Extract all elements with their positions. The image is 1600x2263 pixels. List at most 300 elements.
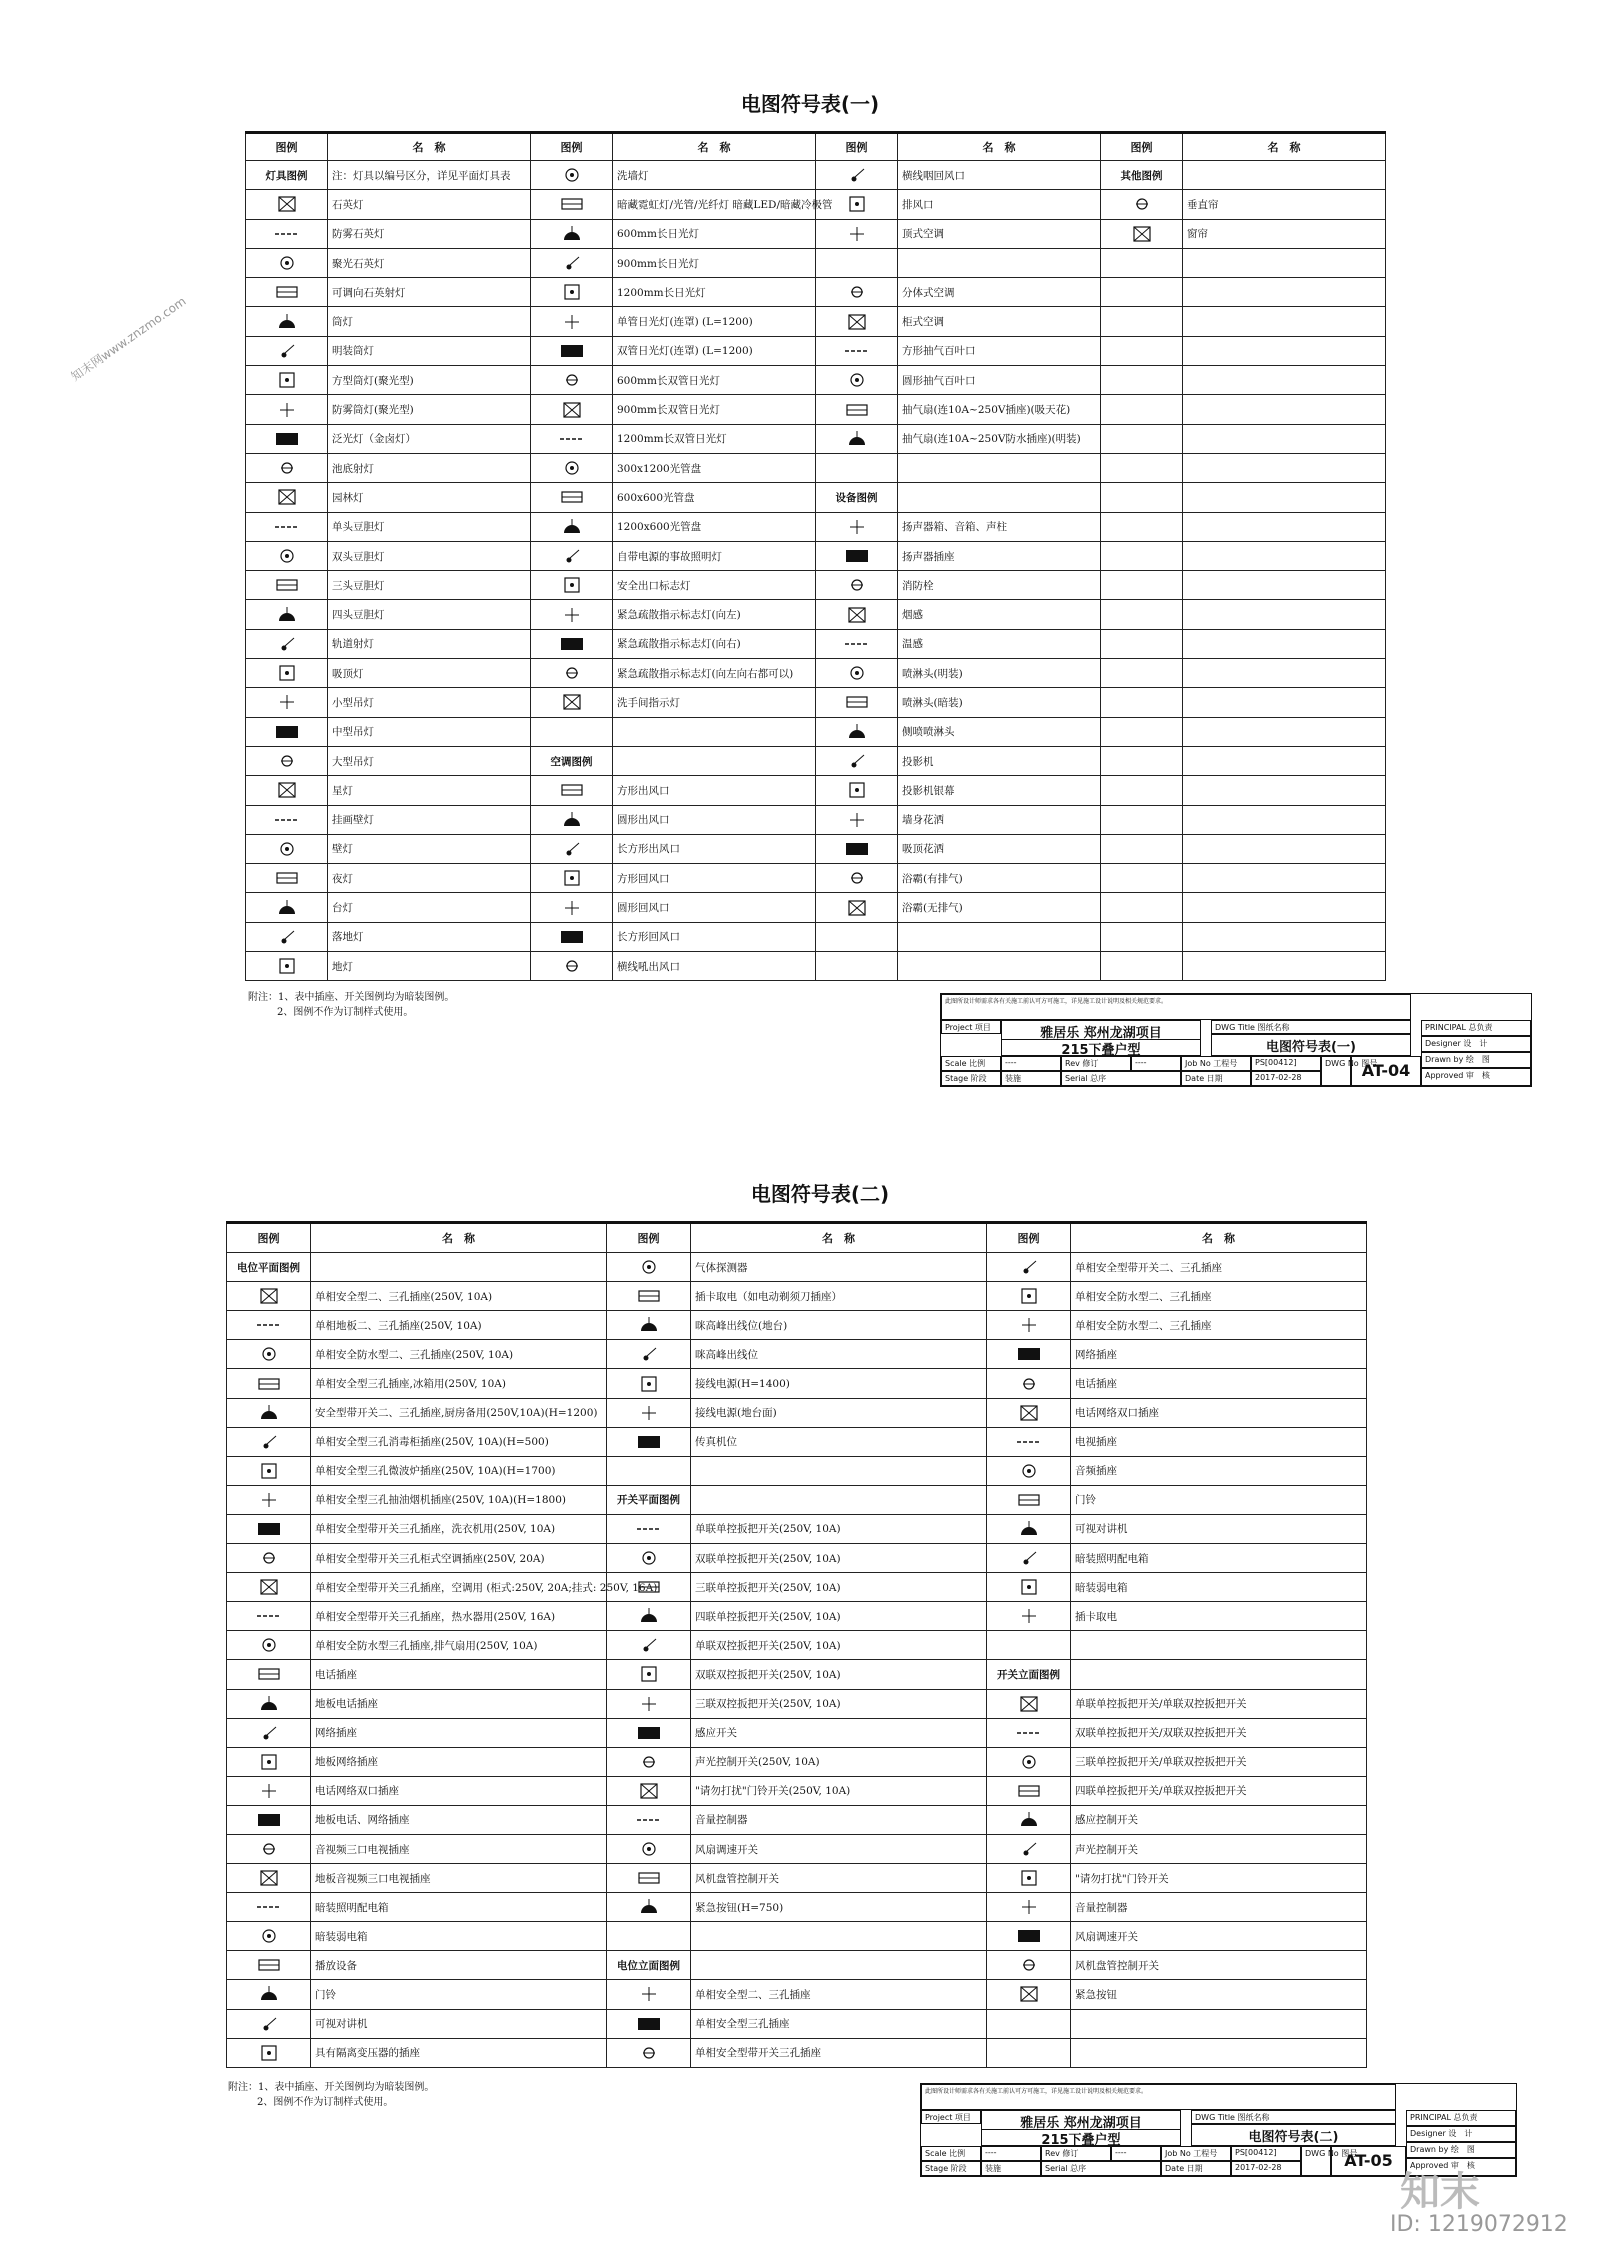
legend-name: 中型吊灯: [328, 717, 531, 746]
legend-name: 单相安全型带开关三孔柜式空调插座(250V, 20A): [311, 1544, 607, 1573]
legend-name: 紧急疏散指示标志灯(向左): [613, 600, 816, 629]
tb-rev: Rev 修订: [1061, 1056, 1131, 1071]
legend-name: 吸顶灯: [328, 659, 531, 688]
tb-approved: Approved 审 核: [1421, 1068, 1531, 1086]
legend-symbol: [246, 952, 328, 981]
legend-symbol: [246, 922, 328, 951]
legend-symbol: [246, 512, 328, 541]
tb-approved: Approved 审 核: [1406, 2158, 1516, 2176]
legend-name: 风机盘管控制开关: [691, 1864, 987, 1893]
header-legend: 图例: [816, 133, 898, 161]
legend-symbol: [816, 307, 898, 336]
legend-symbol: [246, 805, 328, 834]
legend-name: 声光控制开关(250V, 10A): [691, 1747, 987, 1776]
legend-symbol: [227, 1456, 311, 1485]
tb-dwg-title-label: DWG Title 图纸名称: [1211, 1020, 1411, 1034]
legend-symbol: [816, 219, 898, 248]
table-row: [227, 1456, 1367, 1485]
legend-symbol-icon: [557, 312, 587, 332]
tb-remark: 此图所设计师需求各有关施工前认可方可施工，详见施工设计说明及相关规范要求。: [941, 994, 1411, 1020]
legend-symbol: [987, 1514, 1071, 1543]
legend-name: 300x1200光管盘: [613, 453, 816, 482]
legend-symbol-icon: [254, 1897, 284, 1917]
legend-symbol: [607, 1864, 691, 1893]
legend-symbol-icon: [254, 1868, 284, 1888]
legend-symbol-icon: [272, 810, 302, 830]
legend-symbol-icon: [842, 663, 872, 683]
legend-symbol-icon: [634, 1694, 664, 1714]
table-row: [246, 512, 1386, 541]
legend-symbol-icon: [1014, 1432, 1044, 1452]
legend-symbol-icon: [1014, 1315, 1044, 1335]
legend-name: 电话插座: [1071, 1369, 1367, 1398]
legend-name: 单联单控扳把开关/单联双控扳把开关: [1071, 1689, 1367, 1718]
legend-symbol-icon: [557, 224, 587, 244]
legend-symbol: [531, 366, 613, 395]
legend-name: 投影机银幕: [898, 776, 1101, 805]
table-row: [227, 1369, 1367, 1398]
legend-symbol-icon: [1014, 1286, 1044, 1306]
legend-name: 1200x600光管盘: [613, 512, 816, 541]
empty-cell: [1183, 717, 1386, 746]
legend-symbol-icon: [272, 605, 302, 625]
legend-symbol: [987, 1747, 1071, 1776]
legend-symbol-icon: [272, 546, 302, 566]
legend-symbol-icon: [272, 956, 302, 976]
empty-cell: [1183, 864, 1386, 893]
empty-cell: [1183, 952, 1386, 981]
legend-symbol-icon: [842, 751, 872, 771]
table-row: [227, 1427, 1367, 1456]
tb-project2: 215下叠户型: [981, 2128, 1181, 2146]
legend-name: 600mm长双管日光灯: [613, 366, 816, 395]
legend-name: 投影机: [898, 746, 1101, 775]
tb-dwgno-label: DWG No 图号: [1321, 1056, 1351, 1086]
legend-symbol-icon: [634, 1868, 664, 1888]
empty-cell: [1183, 424, 1386, 453]
legend-symbol-icon: [842, 898, 872, 918]
legend-name: 浴霸(有排气): [898, 864, 1101, 893]
legend-symbol-icon: [272, 194, 302, 214]
empty-cell: [1183, 659, 1386, 688]
legend-symbol: [246, 307, 328, 336]
legend-name: "请勿打扰"门铃开关(250V, 10A): [691, 1776, 987, 1805]
empty-cell: [1183, 453, 1386, 482]
legend-symbol: [227, 1631, 311, 1660]
legend-symbol-icon: [272, 282, 302, 302]
legend-symbol-icon: [557, 692, 587, 712]
legend-symbol: [816, 864, 898, 893]
header-name: 名 称: [898, 133, 1101, 161]
legend-symbol-icon: [557, 458, 587, 478]
legend-symbol: [607, 1631, 691, 1660]
legend-name: 方形抽气百叶口: [898, 336, 1101, 365]
legend-symbol: [227, 1922, 311, 1951]
legend-name: 明装筒灯: [328, 336, 531, 365]
legend-symbol: [531, 922, 613, 951]
empty-cell: [816, 952, 898, 981]
legend-name: 1200mm长双管日光灯: [613, 424, 816, 453]
legend-symbol: [227, 1311, 311, 1340]
legend-name: 单头豆胆灯: [328, 512, 531, 541]
empty-cell: [1101, 746, 1183, 775]
legend-symbol-icon: [1014, 1490, 1044, 1510]
legend-symbol: [227, 1864, 311, 1893]
legend-symbol: [987, 1311, 1071, 1340]
table-row: [227, 1631, 1367, 1660]
empty-cell: [987, 1631, 1071, 1660]
legend-name: 紧急按钮(H=750): [691, 1893, 987, 1922]
header-legend: 图例: [987, 1223, 1071, 1253]
legend-symbol-icon: [1014, 1694, 1044, 1714]
legend-symbol-icon: [1014, 1868, 1044, 1888]
legend-symbol-icon: [557, 634, 587, 654]
legend-symbol-icon: [1014, 1548, 1044, 1568]
legend-name: 可视对讲机: [1071, 1514, 1367, 1543]
empty-cell: [1183, 834, 1386, 863]
table-row: [246, 453, 1386, 482]
table-row: [246, 952, 1386, 981]
legend-symbol-icon: [254, 1810, 284, 1830]
legend-symbol-icon: [1014, 1723, 1044, 1743]
table-row: [246, 219, 1386, 248]
table-row: [227, 1980, 1367, 2009]
legend-symbol: [531, 219, 613, 248]
empty-cell: [1101, 629, 1183, 658]
legend-symbol-icon: [634, 1257, 664, 1277]
legend-symbol: [531, 278, 613, 307]
legend-symbol: [227, 1834, 311, 1863]
table-row: [227, 1398, 1367, 1427]
legend-symbol-icon: [634, 1577, 664, 1597]
empty-cell: [987, 2009, 1071, 2038]
tb-scale: Scale 比例: [941, 1056, 1001, 1071]
legend-name: 电话插座: [311, 1660, 607, 1689]
legend-symbol-icon: [634, 1315, 664, 1335]
table-row: [246, 659, 1386, 688]
table-row: [227, 2038, 1367, 2067]
legend-symbol-icon: [254, 1403, 284, 1423]
legend-symbol-icon: [272, 751, 302, 771]
legend-symbol-icon: [842, 722, 872, 742]
legend-symbol-icon: [557, 575, 587, 595]
legend-symbol: [816, 688, 898, 717]
legend-symbol-icon: [1014, 1781, 1044, 1801]
tb-dwgno-label: DWG No 图号: [1301, 2146, 1331, 2176]
tb-project-label: Project 项目: [941, 1020, 1001, 1034]
empty-cell: [613, 746, 816, 775]
legend-symbol: [246, 219, 328, 248]
tb-date-value: 2017-02-28: [1231, 2161, 1301, 2176]
legend-name: 单相安全型带开关二、三孔插座: [1071, 1253, 1367, 1282]
legend-symbol-icon: [557, 605, 587, 625]
legend-symbol-icon: [634, 1984, 664, 2004]
legend-name: 双联单控扳把开关(250V, 10A): [691, 1544, 987, 1573]
legend-symbol-icon: [272, 722, 302, 742]
legend-name: 气体探测器: [691, 1253, 987, 1282]
table-row: [246, 805, 1386, 834]
legend-symbol: [246, 571, 328, 600]
legend-name: 三头豆胆灯: [328, 571, 531, 600]
legend-symbol: [531, 805, 613, 834]
legend-name: 落地灯: [328, 922, 531, 951]
empty-cell: [1071, 1631, 1367, 1660]
legend-symbol: [1101, 190, 1183, 219]
note-line: 附注：1、表中插座、开关图例均为暗装图例。: [228, 2082, 435, 2093]
legend-symbol: [246, 717, 328, 746]
legend-symbol-icon: [272, 634, 302, 654]
legend-symbol-icon: [634, 1781, 664, 1801]
legend-name: 暗装照明配电箱: [311, 1893, 607, 1922]
tb-rev-value: ----: [1131, 1056, 1181, 1071]
legend-symbol: [227, 1893, 311, 1922]
legend-symbol-icon: [254, 1577, 284, 1597]
table-row: [246, 248, 1386, 277]
empty-cell: [898, 453, 1101, 482]
legend-name: 暗装照明配电箱: [1071, 1544, 1367, 1573]
tb-dwgno: AT-04: [1351, 1056, 1421, 1086]
empty-cell: [1071, 2009, 1367, 2038]
legend-symbol: [607, 1311, 691, 1340]
table-row: [227, 1602, 1367, 1631]
table-row: [246, 190, 1386, 219]
legend-name: 窗帘: [1183, 219, 1386, 248]
legend-symbol: [531, 453, 613, 482]
legend-name: 抽气扇(连10A~250V防水插座)(明装): [898, 424, 1101, 453]
legend-symbol: [246, 336, 328, 365]
tb-date: Date 日期: [1161, 2161, 1231, 2176]
tb-drawn: Drawn by 绘 图: [1406, 2142, 1516, 2158]
header-name: 名 称: [691, 1223, 987, 1253]
legend-symbol: [816, 278, 898, 307]
legend-symbol-icon: [1127, 224, 1157, 244]
legend-symbol: [607, 1282, 691, 1311]
legend-name: 单相安全型二、三孔插座(250V, 10A): [311, 1282, 607, 1311]
legend-name: 音量控制器: [691, 1805, 987, 1834]
legend-symbol: [816, 893, 898, 922]
legend-symbol: [816, 746, 898, 775]
legend-symbol-icon: [842, 224, 872, 244]
legend-name: 单相安全型三孔微波炉插座(250V, 10A)(H=1700): [311, 1456, 607, 1485]
legend-symbol: [227, 1718, 311, 1747]
legend-symbol: [246, 746, 328, 775]
tb-scale-value: ----: [981, 2146, 1041, 2161]
empty-cell: [816, 453, 898, 482]
table-row: [227, 2009, 1367, 2038]
empty-cell: [1183, 746, 1386, 775]
legend-symbol-icon: [557, 370, 587, 390]
legend-name: 垂直帘: [1183, 190, 1386, 219]
sheet1-title-block: [940, 993, 1532, 1087]
header-name: 名 称: [613, 133, 816, 161]
legend-name: 风扇调速开关: [1071, 1922, 1367, 1951]
legend-symbol: [987, 1427, 1071, 1456]
legend-symbol-icon: [842, 810, 872, 830]
legend-symbol: [987, 1922, 1071, 1951]
legend-symbol: [531, 600, 613, 629]
legend-symbol-icon: [842, 429, 872, 449]
legend-symbol-icon: [557, 956, 587, 976]
legend-symbol: [227, 1398, 311, 1427]
legend-name: 单管日光灯(连罩) (L=1200): [613, 307, 816, 336]
legend-name: 音量控制器: [1071, 1893, 1367, 1922]
empty-cell: [816, 922, 898, 951]
table-row: [227, 1805, 1367, 1834]
table-row: [246, 600, 1386, 629]
legend-name: 传真机位: [691, 1427, 987, 1456]
empty-cell: [1183, 483, 1386, 512]
legend-symbol-icon: [1014, 1519, 1044, 1539]
legend-symbol: [607, 1253, 691, 1282]
legend-symbol: [531, 190, 613, 219]
legend-symbol-icon: [272, 253, 302, 273]
legend-symbol-icon: [557, 868, 587, 888]
table-row: [246, 541, 1386, 570]
legend-symbol: [607, 1514, 691, 1543]
legend-symbol-icon: [842, 370, 872, 390]
legend-name: 顶式空调: [898, 219, 1101, 248]
legend-symbol-icon: [1014, 1839, 1044, 1859]
legend-name: 暗藏霓虹灯/光管/光纤灯 暗藏LED/暗藏冷极管: [613, 190, 816, 219]
legend-symbol-icon: [272, 868, 302, 888]
legend-symbol-icon: [254, 1606, 284, 1626]
legend-symbol-icon: [557, 927, 587, 947]
legend-name: 三联双控扳把开关(250V, 10A): [691, 1689, 987, 1718]
table-row: [227, 1864, 1367, 1893]
legend-symbol-icon: [254, 1519, 284, 1539]
legend-name: 播放设备: [311, 1951, 607, 1980]
empty-cell: [691, 1922, 987, 1951]
legend-symbol-icon: [634, 1344, 664, 1364]
legend-symbol-icon: [557, 810, 587, 830]
legend-symbol: [816, 424, 898, 453]
legend-symbol: [531, 424, 613, 453]
legend-symbol: [227, 1660, 311, 1689]
section-label: 电位立面图例: [607, 1951, 691, 1980]
legend-symbol-icon: [634, 1664, 664, 1684]
legend-symbol-icon: [272, 224, 302, 244]
legend-name: 单相安全防水型二、三孔插座: [1071, 1282, 1367, 1311]
empty-cell: [691, 1485, 987, 1514]
legend-symbol: [227, 1544, 311, 1573]
legend-name: 地板音视频三口电视插座: [311, 1864, 607, 1893]
legend-name: 洗手间指示灯: [613, 688, 816, 717]
legend-symbol: [816, 161, 898, 190]
legend-name: 音频插座: [1071, 1456, 1367, 1485]
section-label: 电位平面图例: [227, 1253, 311, 1282]
table-row: [246, 688, 1386, 717]
legend-symbol: [246, 453, 328, 482]
legend-symbol-icon: [557, 194, 587, 214]
header-name: 名 称: [311, 1223, 607, 1253]
legend-symbol-icon: [634, 1810, 664, 1830]
legend-symbol-icon: [842, 575, 872, 595]
legend-symbol: [246, 190, 328, 219]
legend-name: 双管日光灯(连罩) (L=1200): [613, 336, 816, 365]
legend-symbol: [227, 1485, 311, 1514]
legend-symbol-icon: [272, 487, 302, 507]
legend-symbol-icon: [272, 927, 302, 947]
legend-symbol: [607, 1805, 691, 1834]
legend-symbol-icon: [634, 2043, 664, 2063]
tb-principal: PRINCIPAL 总负责: [1421, 1020, 1531, 1036]
header-name: 名 称: [328, 133, 531, 161]
legend-name: 感应开关: [691, 1718, 987, 1747]
table-row: [246, 571, 1386, 600]
legend-name: 单相安全型带开关三孔插座，热水器用(250V, 16A): [311, 1602, 607, 1631]
table-row: [227, 1340, 1367, 1369]
empty-cell: [898, 248, 1101, 277]
empty-cell: [1101, 336, 1183, 365]
tb-dwgno: AT-05: [1331, 2146, 1406, 2176]
legend-name: 双联双控扳把开关(250V, 10A): [691, 1660, 987, 1689]
legend-name: 方型筒灯(聚光型): [328, 366, 531, 395]
legend-name: 消防栓: [898, 571, 1101, 600]
legend-symbol-icon: [842, 546, 872, 566]
legend-symbol-icon: [557, 517, 587, 537]
legend-symbol: [246, 688, 328, 717]
empty-cell: [816, 248, 898, 277]
legend-name: 扬声器插座: [898, 541, 1101, 570]
legend-name: 壁灯: [328, 834, 531, 863]
legend-name: 抽气扇(连10A~250V插座)(吸天花): [898, 395, 1101, 424]
table-row: [227, 1311, 1367, 1340]
legend-symbol: [607, 1340, 691, 1369]
legend-symbol-icon: [1127, 194, 1157, 214]
legend-name: 石英灯: [328, 190, 531, 219]
legend-name: 池底射灯: [328, 453, 531, 482]
legend-name: 园林灯: [328, 483, 531, 512]
legend-name: 插卡取电: [1071, 1602, 1367, 1631]
legend-symbol-icon: [254, 1374, 284, 1394]
legend-symbol: [987, 1951, 1071, 1980]
legend-name: 自带电源的事故照明灯: [613, 541, 816, 570]
legend-symbol-icon: [1014, 1403, 1044, 1423]
section-label: 灯具图例: [246, 161, 328, 190]
legend-name: 声光控制开关: [1071, 1834, 1367, 1863]
legend-symbol: [607, 1602, 691, 1631]
legend-symbol-icon: [254, 1984, 284, 2004]
legend-name: 单相安全防水型三孔插座,排气扇用(250V, 10A): [311, 1631, 607, 1660]
legend-symbol: [987, 1573, 1071, 1602]
legend-symbol: [816, 512, 898, 541]
legend-name: 喷淋头(明装): [898, 659, 1101, 688]
header-name: 名 称: [1071, 1223, 1367, 1253]
legend-symbol: [227, 1805, 311, 1834]
empty-cell: [1071, 2038, 1367, 2067]
legend-symbol: [607, 2009, 691, 2038]
legend-name: 长方形出风口: [613, 834, 816, 863]
legend-symbol-icon: [1014, 1461, 1044, 1481]
note-line: 2、图例不作为订制样式使用。: [277, 1007, 414, 1018]
empty-cell: [1183, 307, 1386, 336]
legend-symbol-icon: [634, 2014, 664, 2034]
table-row: [227, 1573, 1367, 1602]
legend-symbol-icon: [1014, 1984, 1044, 2004]
legend-symbol-icon: [842, 517, 872, 537]
legend-symbol: [816, 571, 898, 600]
sheet1-title: 电图符号表(一): [740, 92, 880, 116]
legend-symbol: [227, 1689, 311, 1718]
legend-symbol: [227, 1776, 311, 1805]
legend-symbol-icon: [272, 400, 302, 420]
legend-symbol-icon: [254, 2014, 284, 2034]
sheet1-notes: [248, 990, 454, 1020]
table-row: [246, 629, 1386, 658]
legend-name: 可视对讲机: [311, 2009, 607, 2038]
legend-symbol: [227, 1573, 311, 1602]
legend-symbol-icon: [1014, 1374, 1044, 1394]
